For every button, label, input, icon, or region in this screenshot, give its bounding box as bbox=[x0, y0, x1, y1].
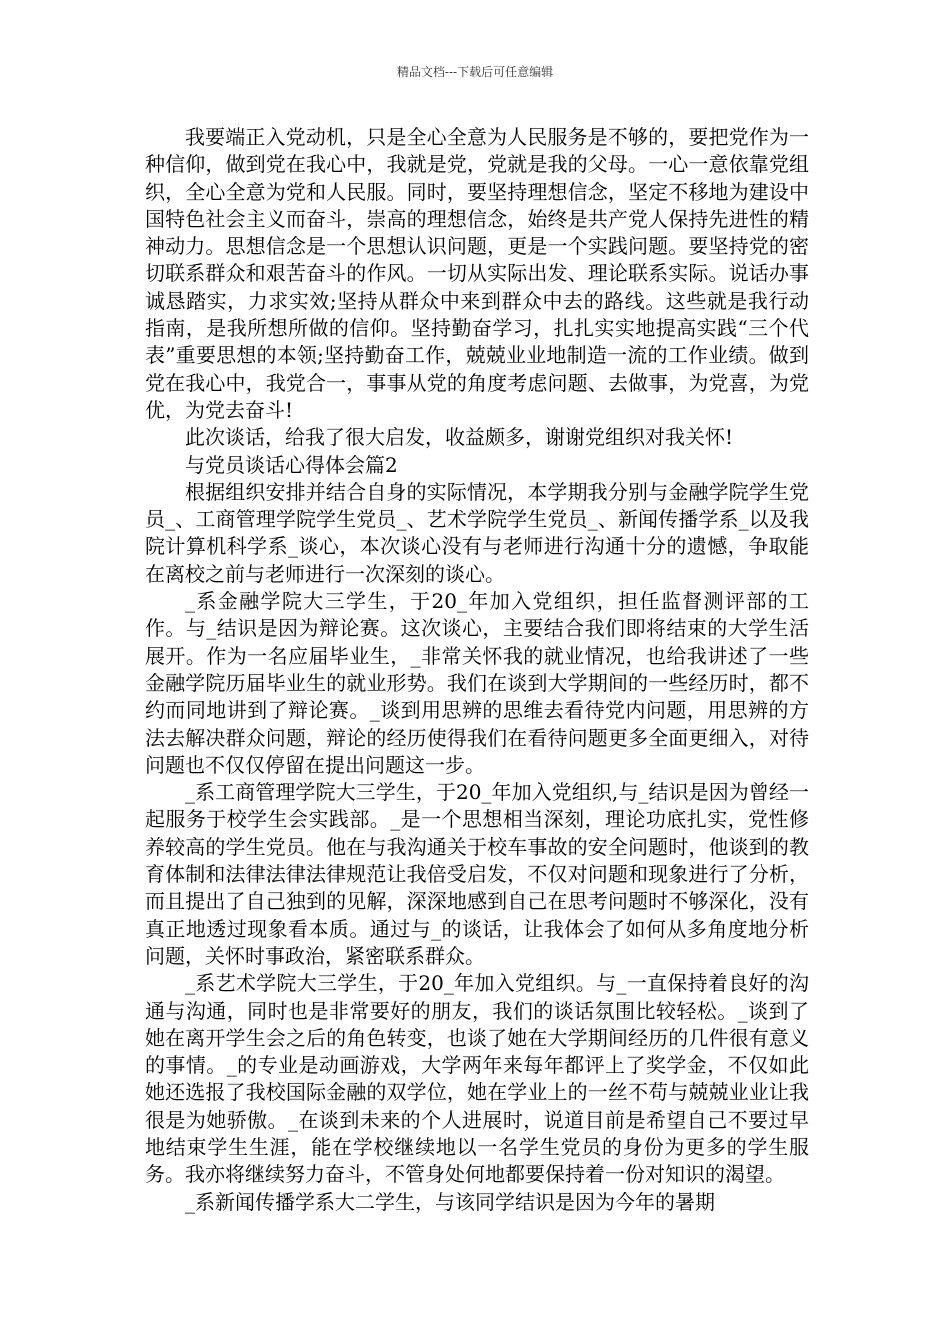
document-body bbox=[145, 124, 809, 1216]
paragraph-thanks: 此次谈话，给我了很大启发，收益颇多，谢谢党组织对我关怀! bbox=[185, 425, 734, 450]
page-header: 精品文档---下载后可任意编辑 bbox=[396, 65, 554, 79]
paragraph-art-student: _系艺术学院大三学生，于20_年加入党组织。与_一直保持着良好的沟通与沟通，同时也是非常要好的朋友，我们的谈话氛围比较轻松。_谈到了她在离开学生会之后的角色转变，也谈了她在大学期间经历的几件很有意义的事情。_的专业是动画游戏，大学两年来每年都评上了奖学金，不仅如此她还选报了我校国际金融的双学位，她在学业上的一丝不苟与兢兢业业让我很是为她骄傲。_在谈到未来的个人进展时，说道目前是希望自己不要过早地结束学生生涯，能在学校继续地以一名学生党员的身份为更多的学生服务。我亦将继续努力奋斗，不管身处何地都要保持着一份对知识的渴望。 bbox=[145, 971, 809, 1187]
paragraph-journalism-student: _系新闻传播学系大二学生，与该同学结识是因为今年的暑期 bbox=[185, 1189, 715, 1214]
paragraph-intro: 根据组织安排并结合自身的实际情况，本学期我分别与金融学院学生党员_、工商管理学院学生党员_、艺术学院学生党员_、新闻传播学系_以及我院计算机科学系_谈心，本次谈心没有与老师进行沟通十分的遗憾，争取能在离校之前与老师进行一次深刻的谈心。 bbox=[145, 479, 809, 586]
paragraph-finance-student: _系金融学院大三学生，于20_年加入党组织，担任监督测评部的工作。与_结识是因为辩论赛。这次谈心，主要结合我们即将结束的大学生活展开。作为一名应届毕业生，_非常关怀我的就业情况，也给我讲述了一些金融学院历届毕业生的就业形势。我们在谈到大学期间的一些经历时，都不约而同地讲到了辩论赛。_谈到用思辨的思维去看待党内问题，用思辨的方法去解决群众问题，辩论的经历使得我们在看待问题更多全面更细入，对待问题也不仅仅停留在提出问题这一步。 bbox=[145, 589, 809, 777]
paragraph-business-student: _系工商管理学院大三学生，于20_年加入党组织,与_结识是因为曾经一起服务于校学生会实践部。_是一个思想相当深刻，理论功底扎实，党性修养较高的学生党员。他在与我沟通关于校车事故的安全问题时，他谈到的教育体制和法律法律法律规范让我倍受启发，不仅对问题和现象进行了分析，而且提出了自己独到的见解，深深地感到自己在思考问题时不够深化，没有真正地透过现象看本质。通过与_的谈话，让我体会了如何从多角度地分析问题，关怀时事政治，紧密联系群众。 bbox=[145, 780, 809, 968]
section-title: 与党员谈话心得体会篇2 bbox=[185, 452, 398, 477]
paragraph-party-motivation: 我要端正入党动机，只是全心全意为人民服务是不够的，要把党作为一种信仰，做到党在我心中，我就是党，党就是我的父母。一心一意依靠党组织，全心全意为党和人民服。同时，要坚持理想信念，坚定不移地为建设中国特色社会主义而奋斗，崇高的理想信念，始终是共产党人保持先进性的精神动力。思想信念是一个思想认识问题，更是一个实践问题。要坚持党的密切联系群众和艰苦奋斗的作风。一切从实际出发、理论联系实际。说话办事诚恳踏实，力求实效;坚持从群众中来到群众中去的路线。这些就是我行动指南，是我所想所做的信仰。坚持勤奋学习，扎扎实实地提高实践“三个代表”重要思想的本领;坚持勤奋工作，兢兢业业地制造一流的工作业绩。做到党在我心中，我党合一，事事从党的角度考虑问题、去做事，为党喜，为党优，为党去奋斗! bbox=[145, 125, 809, 422]
